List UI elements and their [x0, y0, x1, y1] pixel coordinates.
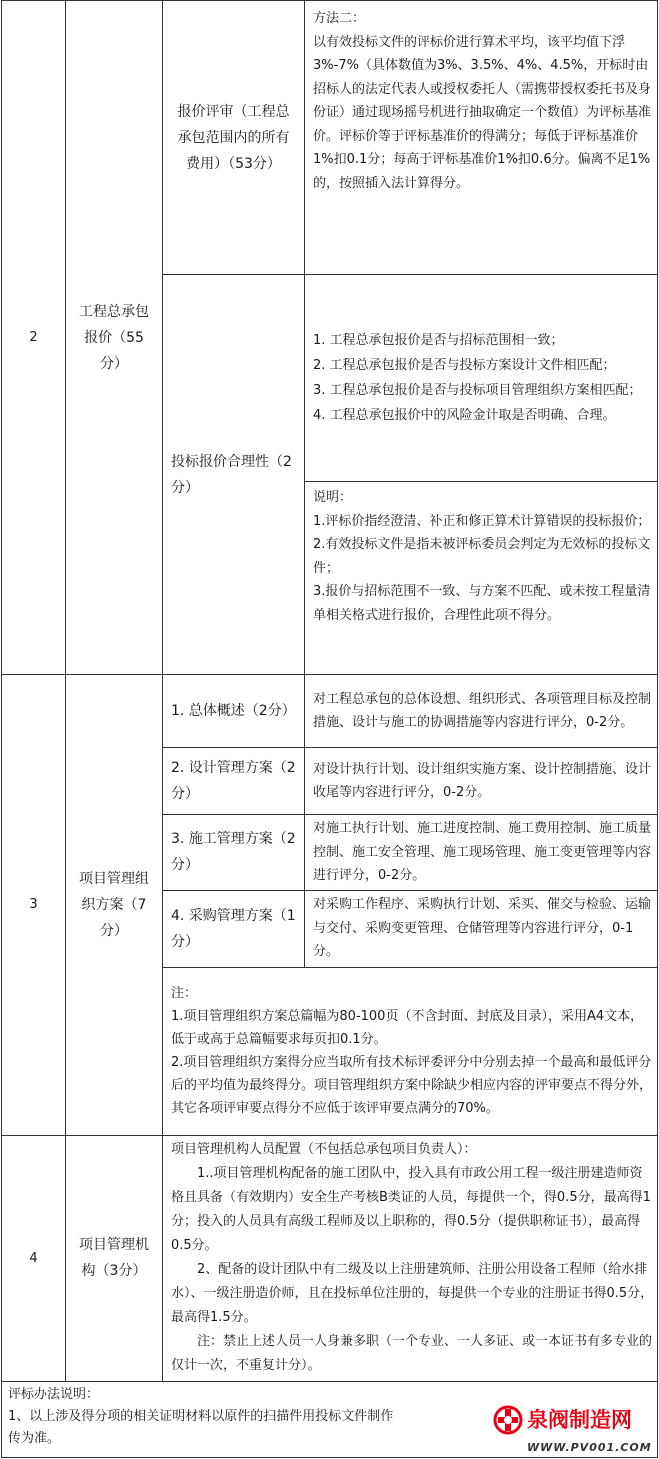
item-label: 4. 采购管理方案（1分）: [163, 890, 305, 967]
row-number: 3: [2, 675, 66, 1136]
table-row: [2, 675, 658, 748]
org-item: 2、配备的设计团队中有二级及以上注册建筑师、注册公用设备工程师（给水排水）、一级注册造价师，且在投标单位注册的，每提供一个专业的注册证书得0.5分，最高得1.5分。: [171, 1262, 654, 1325]
organization-desc: [163, 1135, 658, 1381]
item-desc: 对工程总承包的总体设想、组织形式、各项管理目标及控制措施、设计与施工的协调措施等内容进行评分，0-2分。: [305, 675, 658, 748]
footer-title: 评标办法说明：: [8, 1386, 100, 1402]
note-item: 1.项目管理组织方案总篇幅为80-100页（不含封面、封底及目录），采用A4文本，低于或高于总篇幅要求每页扣0.1分。: [171, 1009, 644, 1047]
item-desc: 对设计执行计划、设计组织实施方案、设计控制措施、设计收尾等内容进行评分，0-2分。: [305, 748, 658, 815]
table-row: [2, 1, 658, 275]
item-desc: 对采购工作程序、采购执行计划、采买、催交与检验、运输与交付、采购变更管理、仓储管理等内容进行评分，0-1分。: [305, 890, 658, 967]
item-label: 1. 总体概述（2分）: [163, 675, 305, 748]
category-cell: 项目管理机构（3分）: [66, 1135, 163, 1381]
category-cell: 工程总承包报价（55分）: [66, 1, 163, 675]
reasonableness-label: 投标报价合理性（2分）: [163, 275, 305, 675]
list-item: 4. 工程总承包报价中的风险金计取是否明确、合理。: [313, 408, 616, 423]
org-title: 项目管理机构人员配置（不包括总承包项目负责人）：: [171, 1142, 477, 1157]
note-cell: [163, 967, 658, 1135]
note-title: 注：: [171, 986, 198, 1001]
watermark: [493, 1403, 653, 1455]
price-review-desc: [305, 1, 658, 275]
list-item: 3.报价与招标范围不一致、与方案不匹配、或未按工程量清单相关格式进行报价，合理性此项不得分。: [313, 584, 651, 623]
list-item: 3. 工程总承包报价是否与投标项目管理组织方案相匹配；: [313, 383, 642, 398]
price-review-label: 报价评审（工程总承包范围内的所有费用）（53分）: [163, 1, 305, 275]
row-number: 2: [2, 1, 66, 675]
org-item: 1..项目管理机构配备的施工团队中，投入具有市政公用工程一级注册建造师资格且具备（有效期内）安全生产考核B类证的人员，每提供一个，得0.5分，最高得1分；投入的人员具有高级工程师及以上职称的，得0.5分（提供职称证书），最高得0.5分。: [171, 1166, 651, 1253]
footer-text: 传为准。: [8, 1430, 61, 1446]
list-item: 2. 工程总承包报价是否与投标方案设计文件相匹配；: [313, 358, 616, 373]
note-item: 2.项目管理组织方案得分应当取所有技术标评委评分中分别去掉一个最高和最低评分后的平均值为最终得分。项目管理组织方案中除缺少相应内容的评审要点不得分外，其它各项评审要点得分不应低于该评审要点满分的70%。: [171, 1055, 653, 1116]
list-item: 2.有效投标文件是指未被评标委员会判定为无效标的投标文件；: [313, 537, 651, 576]
watermark-name: 泉阀制造网: [527, 1407, 632, 1432]
footer-cell: [2, 1381, 658, 1457]
item-label: 3. 施工管理方案（2分）: [163, 815, 305, 891]
scoring-table: [1, 0, 658, 1458]
list-item: 1. 工程总承包报价是否与招标范围相一致；: [313, 333, 564, 348]
method-text: 以有效投标文件的评标价进行算术平均，该平均值下浮3%-7%（具体数值为3%、3.5%、4%、4.5%，开标时由招标人的法定代表人或授权委托人（需携带授权委托书及身份证）通过现场摇号机进行抽取确定一个数值）为评标基准价。评标价等于评标基准价的得满分；每低于评标基准价1%扣0.1分；每高于评标基准价1%扣0.6分。偏离不足1%的，按照插入法计算得分。: [313, 34, 652, 191]
list-item: 1.评标价指经澄清、补正和修正算术计算错误的投标报价；: [313, 513, 651, 529]
reasonableness-desc: [305, 275, 658, 482]
table-row: [2, 1381, 658, 1457]
item-label: 2. 设计管理方案（2分）: [163, 748, 305, 815]
table-row: [2, 1135, 658, 1381]
row-number: 4: [2, 1135, 66, 1381]
category-cell: 项目管理组织方案（7分）: [66, 675, 163, 1136]
footer-text: 1、以上涉及得分项的相关证明材料以原件的扫描件用投标文件制作: [8, 1408, 394, 1424]
org-note: 注：禁止上述人员一人身兼多职（一个专业、一人多证、或一本证书有多专业的仅计一次，不重复计分）。: [171, 1334, 653, 1373]
valve-logo-icon: [493, 1405, 523, 1435]
method-title: 方法二：: [313, 11, 366, 26]
explanation-title: 说明：: [313, 490, 353, 505]
watermark-url: WWW.PV001.COM: [527, 1440, 652, 1454]
explanation-cell: [305, 482, 658, 675]
item-desc: 对施工执行计划、施工进度控制、施工费用控制、施工质量控制、施工安全管理、施工现场管理、施工变更管理等内容进行评分，0-2分。: [305, 815, 658, 891]
